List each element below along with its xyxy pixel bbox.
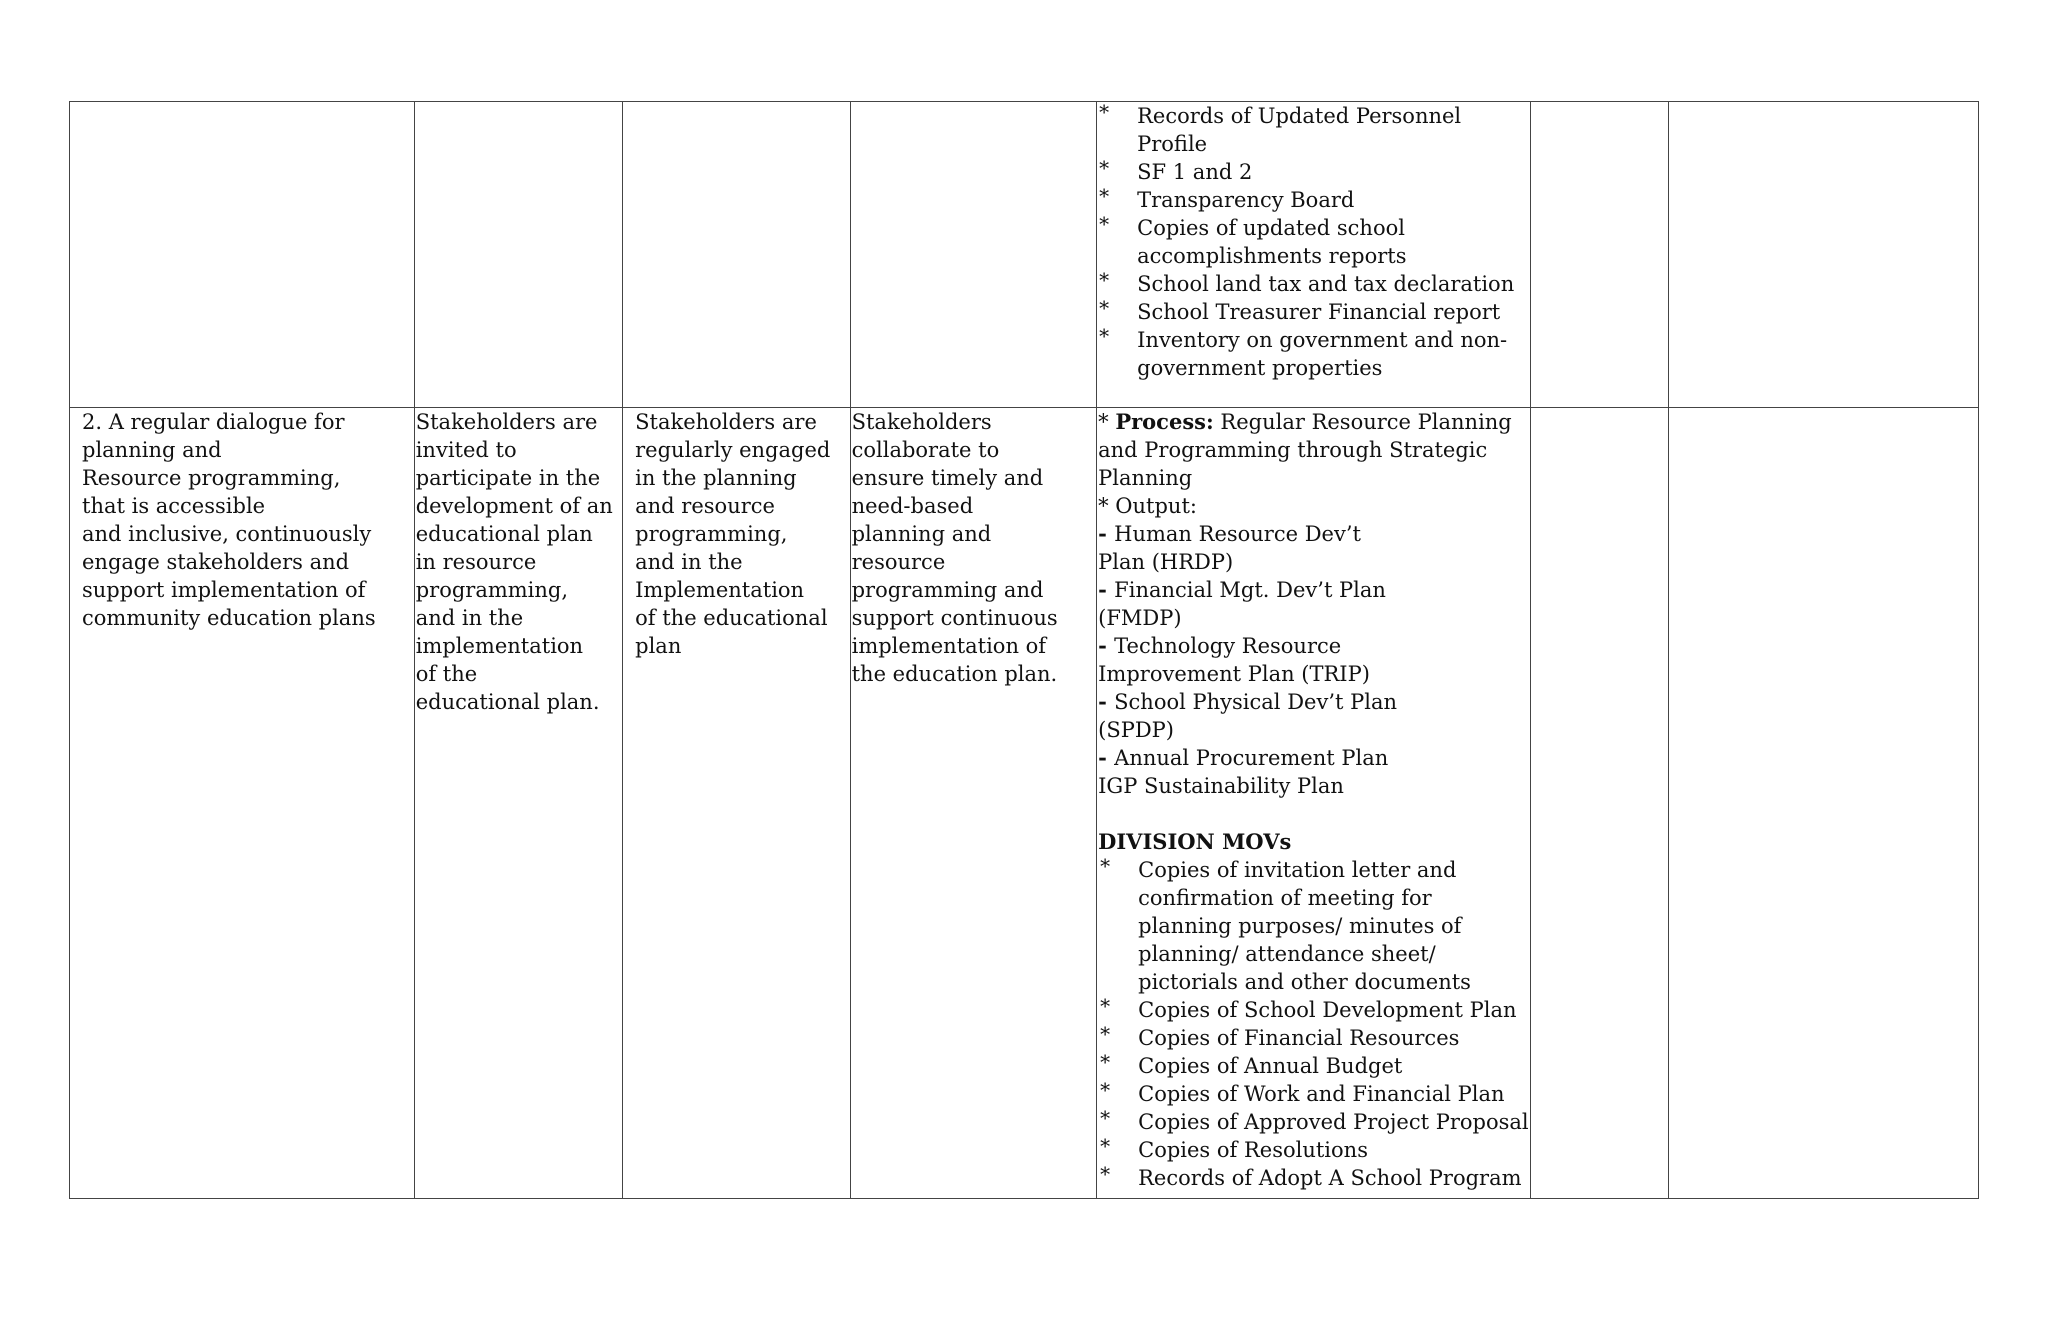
indicator-cell [70, 102, 415, 408]
spacer [1098, 800, 1530, 828]
level1-cell [414, 102, 622, 408]
list-item: * Copies of invitation letter and confirmation of meeting for planning purposes/ minutes of planning/ attendance sheet/ pictorials and other documents [1100, 854, 1471, 994]
output-item: - Technology Resource [1098, 633, 1342, 658]
score-cell [1669, 102, 1979, 408]
score-cell [1669, 408, 1979, 1199]
division-movs-list [1098, 856, 1530, 1192]
list-item: * Inventory on government and non-government properties [1099, 324, 1508, 380]
list-item: * School Treasurer Financial report [1099, 296, 1501, 324]
list-item: * Copies of Approved Project Proposal [1100, 1106, 1529, 1134]
level2-cell [623, 102, 850, 408]
level3-cell [850, 102, 1097, 408]
output-item: - Financial Mgt. Dev’t Plan [1098, 577, 1386, 602]
level2-cell: Stakeholders are regularly engaged in the planning and resource programming, and in the Implementation of the educational plan [623, 408, 850, 1199]
list-item: * Records of Updated Personnel Profile [1099, 100, 1462, 156]
movs-cell [1097, 102, 1531, 408]
rubric-table [69, 101, 1979, 1199]
list-item: * Copies of Annual Budget [1100, 1050, 1403, 1078]
list-item: * Transparency Board [1099, 184, 1355, 212]
table-row [70, 408, 1979, 1199]
remarks-cell [1531, 408, 1669, 1199]
remarks-cell [1531, 102, 1669, 408]
level3-cell: Stakeholders collaborate to ensure timely and need-based planning and resource programming and support continuous implementation of the education plan. [850, 408, 1097, 1199]
output-item: - School Physical Dev’t Plan [1098, 689, 1397, 714]
division-movs-heading: DIVISION MOVs [1098, 829, 1292, 854]
movs-list [1097, 102, 1530, 382]
list-item: * Copies of Work and Financial Plan [1100, 1078, 1505, 1106]
list-item: * SF 1 and 2 [1099, 156, 1253, 184]
list-item: * Copies of updated school accomplishments reports [1099, 212, 1407, 268]
output-item: - Annual Procurement Plan [1098, 745, 1389, 770]
list-item: * Copies of Resolutions [1100, 1134, 1368, 1162]
list-item: * Records of Adopt A School Program [1100, 1162, 1522, 1190]
process-line: * Process: Regular Resource Planning [1098, 409, 1512, 434]
level1-cell: Stakeholders are invited to participate in the development of an educational plan in resource programming, and in the implementation of the educational plan. [414, 408, 622, 1199]
list-item: * Copies of School Development Plan [1100, 994, 1517, 1022]
movs-cell: * Process: Regular Resource Planning and Programming through Strategic Planning * Output: - Human Resource Dev’t Plan (HRDP) - Financial Mgt. Dev’t Plan (FMDP) - Technology Resource Improvement Plan (TRIP) - School Physical Dev’t Plan (SPDP) - Annual Procurement Plan IGP Sustainability Plan DIVISION MOVs * Copies of invitation letter and confirmation of meeting for planning purposes/ minutes of planning/ attendance sheet/ pictorials and other documents * Copies of School Development Plan * Copies of Financial Resources * Copies of Annual Budget * Copies of Work and Financial Plan * Copies of Approved Project Proposal * Copies of Resolutions * Records of Adopt A School Program [1097, 408, 1531, 1199]
list-item: * Copies of Financial Resources [1100, 1022, 1460, 1050]
table-row [70, 102, 1979, 408]
output-item: - Human Resource Dev’t [1098, 521, 1361, 546]
list-item: * School land tax and tax declaration [1099, 268, 1515, 296]
indicator-cell: 2. A regular dialogue for planning and Resource programming, that is accessible and inclusive, continuously engage stakeholders and support implementation of community education plans [70, 408, 415, 1199]
